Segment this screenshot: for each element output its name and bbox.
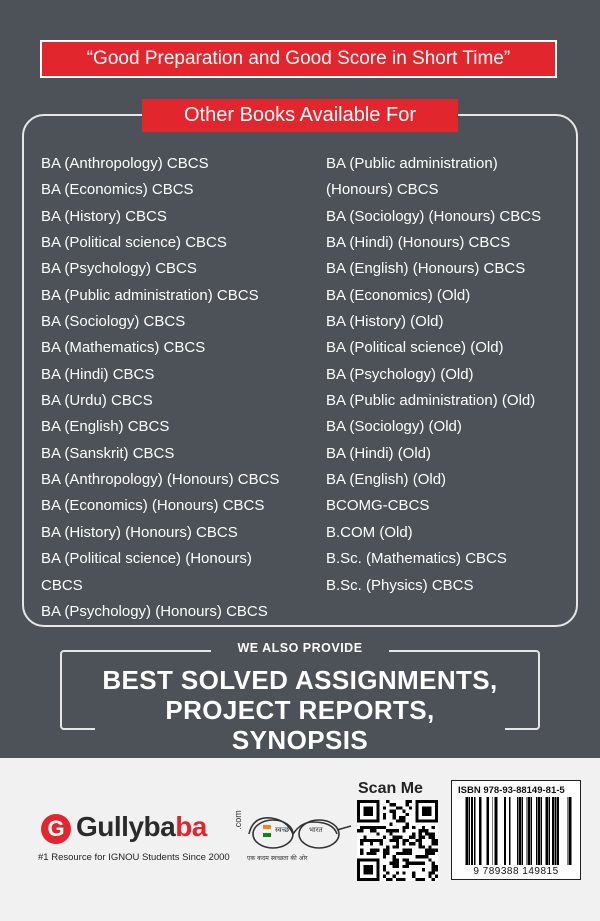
book-list-item: BA (Mathematics) CBCS <box>41 339 206 357</box>
book-list-item: BA (Psychology) (Old) <box>326 365 474 383</box>
book-list-item: BA (Political science) CBCS <box>41 234 227 252</box>
book-list-item: BA (History) (Honours) CBCS <box>41 523 238 541</box>
book-list-item: BA (Political science) (Honours) <box>41 550 252 568</box>
book-list-item: B.Sc. (Mathematics) CBCS <box>326 550 507 568</box>
brand-name <box>76 811 207 843</box>
book-list-item: BA (History) CBCS <box>41 207 167 225</box>
brand-domain: .com <box>232 810 243 830</box>
book-list-item: BA (Hindi) CBCS <box>41 365 155 383</box>
book-list-item: BA (English) (Old) <box>326 471 447 489</box>
book-list-item: BA (Anthropology) (Honours) CBCS <box>41 471 280 489</box>
book-list-item: BA (History) (Old) <box>326 313 444 331</box>
book-list-item: BA (English) CBCS <box>41 418 170 436</box>
book-list-item: BA (Hindi) (Old) <box>326 444 432 462</box>
isbn-barcode <box>455 797 577 865</box>
book-list-item: BA (Public administration) <box>326 155 498 172</box>
book-list-item: BA (Political science) (Old) <box>326 339 504 357</box>
swachh-right-word: भारत <box>309 826 323 834</box>
book-list-item: BA (Anthropology) CBCS <box>41 155 209 172</box>
scan-me-label: Scan Me <box>358 780 423 797</box>
swachh-caption: एक कदम स्वच्छता की ओर <box>247 855 308 862</box>
book-list-item: BA (Sociology) CBCS <box>41 313 186 331</box>
isbn-label: ISBN 978-93-88149-81-5 <box>458 785 565 796</box>
book-list-item: BA (Hindi) (Honours) CBCS <box>326 234 511 252</box>
book-list-item: BA (Urdu) CBCS <box>41 392 153 410</box>
book-list-item: B.Sc. (Physics) CBCS <box>326 576 474 594</box>
brand-name-main: Gullyba <box>76 811 176 842</box>
book-list-item: BA (Public administration) (Old) <box>326 392 536 410</box>
book-list-item: BA (Sociology) (Honours) CBCS <box>326 207 542 225</box>
book-list-item: B.COM (Old) <box>326 523 413 541</box>
tagline-banner: “Good Preparation and Good Score in Short Time” <box>40 40 557 78</box>
brand-tagline: #1 Resource for IGNOU Students Since 2000 <box>38 852 230 863</box>
also-provide-line-2: PROJECT REPORTS, SYNOPSIS <box>95 695 505 755</box>
book-list-item: BA (Psychology) CBCS <box>41 260 197 278</box>
book-list-item: CBCS <box>41 576 83 594</box>
book-list-item: BA (Economics) CBCS <box>41 181 194 199</box>
brand-name-tail: ba <box>175 811 207 842</box>
book-list-item: (Honours) CBCS <box>326 181 439 199</box>
gullybaba-logo-icon: G <box>41 814 71 844</box>
book-list-item: BA (English) (Honours) CBCS <box>326 260 526 278</box>
book-list-item: BCOMG-CBCS <box>326 497 430 515</box>
book-list-item: BA (Sociology) (Old) <box>326 418 462 436</box>
book-list-item: BA (Public administration) CBCS <box>41 286 259 304</box>
other-books-title: Other Books Available For <box>142 99 458 132</box>
books-list-left <box>41 151 316 625</box>
book-list-item: BA (Psychology) (Honours) CBCS <box>41 602 268 620</box>
also-provide-line-1: BEST SOLVED ASSIGNMENTS, <box>102 665 498 695</box>
swachh-left-word: स्वच्छ <box>275 826 290 834</box>
also-provide-label: WE ALSO PROVIDE <box>211 641 389 655</box>
book-list-item: BA (Economics) (Old) <box>326 286 471 304</box>
books-list-right <box>326 151 586 599</box>
swachh-bharat-logo <box>243 804 353 864</box>
book-list-item: BA (Sanskrit) CBCS <box>41 444 175 462</box>
isbn-digits: 9 789388 149815 <box>473 866 559 877</box>
book-list-item: BA (Economics) (Honours) CBCS <box>41 497 265 515</box>
qr-code <box>357 800 438 881</box>
